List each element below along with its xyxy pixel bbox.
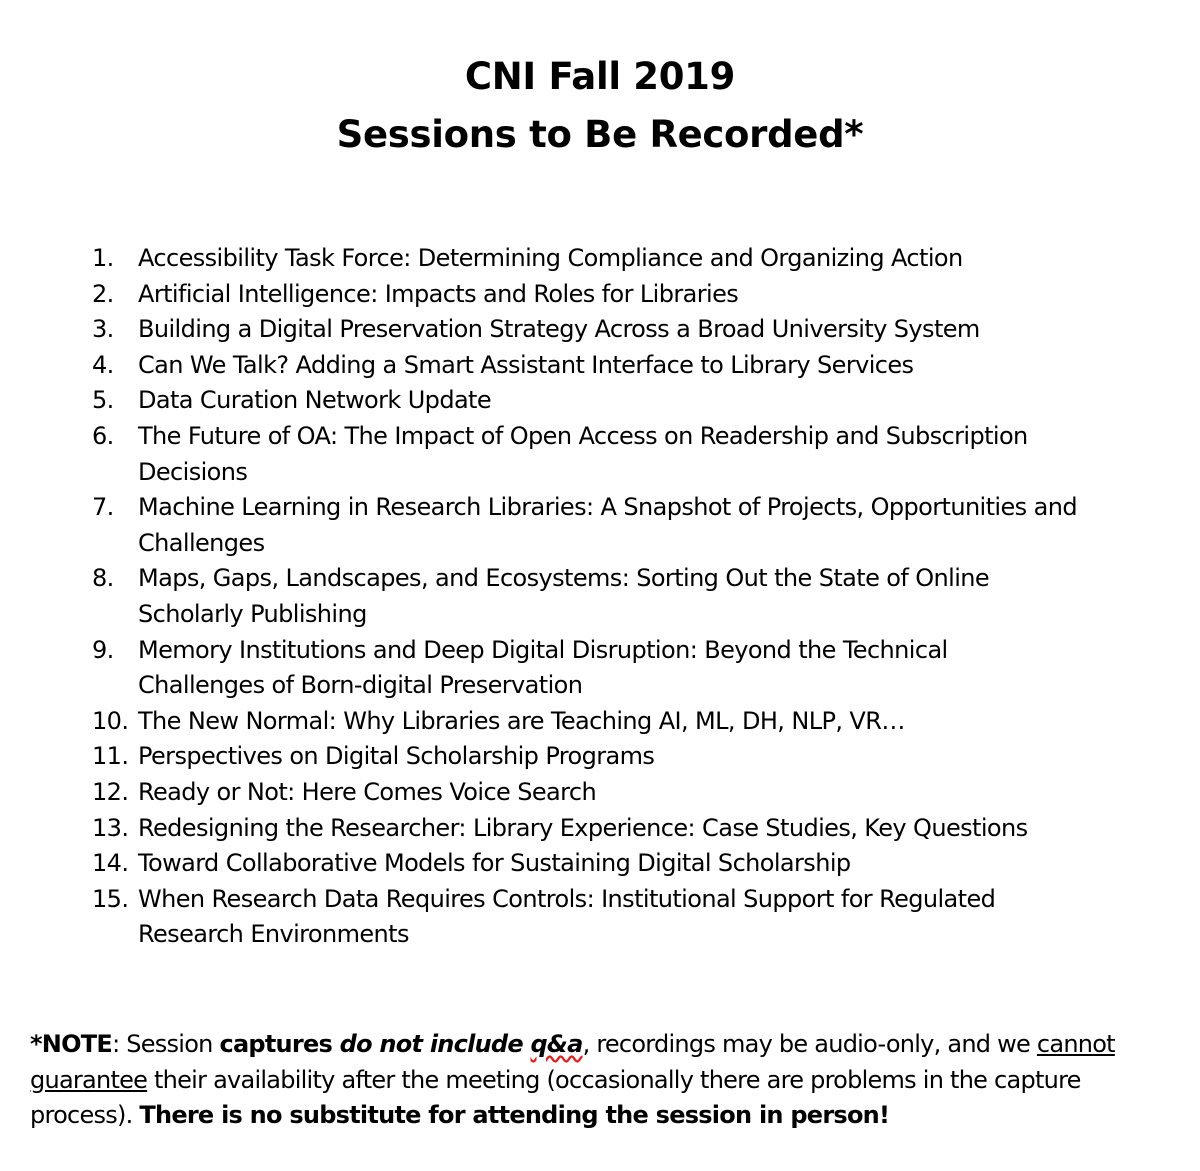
note-mid-text-1: , recordings may be audio-only, and we: [582, 1030, 1037, 1058]
session-number: 7.: [92, 493, 114, 522]
session-item: [0, 704, 1200, 740]
note-guarantee: guarantee: [30, 1065, 148, 1094]
note-mid-text-2: their availability after the meeting (occasionally there are problems in the capture process).: [30, 1065, 1081, 1130]
session-item: [0, 775, 1200, 811]
note-qa: q&a: [530, 1030, 583, 1058]
session-number: 6.: [92, 421, 114, 450]
session-item: [0, 277, 1200, 313]
session-item: [0, 561, 1200, 632]
session-item: [0, 490, 1200, 561]
session-number: 11.: [92, 742, 129, 771]
session-item: [0, 811, 1200, 847]
session-title: The New Normal: Why Libraries are Teaching AI, ML, DH, NLP, VR…: [138, 706, 905, 735]
note-label: *NOTE: [30, 1030, 113, 1058]
session-title: Toward Collaborative Models for Sustaining Digital Scholarship: [138, 849, 851, 878]
session-title: The Future of OA: The Impact of Open Access on Readership and Subscription Decisions: [138, 421, 1028, 486]
session-title: Artificial Intelligence: Impacts and Roles for Libraries: [138, 279, 739, 308]
session-number: 15.: [92, 884, 129, 913]
note-intro: : Session: [112, 1030, 220, 1058]
session-number: 13.: [92, 813, 129, 842]
session-title: Ready or Not: Here Comes Voice Search: [138, 777, 597, 806]
session-number: 10.: [92, 706, 129, 735]
session-title: Perspectives on Digital Scholarship Programs: [138, 742, 655, 771]
session-list: [0, 241, 1200, 953]
session-title: Can We Talk? Adding a Smart Assistant Interface to Library Services: [138, 350, 914, 379]
session-number: 8.: [92, 564, 114, 593]
note-closing: There is no substitute for attending the session in person!: [139, 1101, 890, 1130]
session-item: [0, 846, 1200, 882]
session-number: 5.: [92, 386, 114, 415]
session-title: When Research Data Requires Controls: Institutional Support for Regulated Research Environments: [138, 884, 996, 949]
session-item: [0, 633, 1200, 704]
session-title: Maps, Gaps, Landscapes, and Ecosystems: Sorting Out the State of Online Scholarly Publishing: [138, 564, 990, 628]
session-title: Machine Learning in Research Libraries: A Snapshot of Projects, Opportunities and Challenges: [138, 493, 1077, 557]
session-item: [0, 312, 1200, 348]
session-item: [0, 882, 1200, 953]
session-number: 1.: [92, 244, 114, 272]
session-number: 2.: [92, 279, 114, 308]
session-item: [0, 348, 1200, 384]
note-do-not-include: do not include: [339, 1030, 531, 1058]
note-cannot: cannot: [1036, 1030, 1115, 1058]
session-number: 9.: [92, 635, 114, 664]
session-number: 12.: [92, 777, 129, 806]
recording-note: [30, 1027, 1170, 1134]
session-item: [0, 739, 1200, 775]
session-title: Building a Digital Preservation Strategy Across a Broad University System: [138, 315, 980, 344]
session-title: Memory Institutions and Deep Digital Disruption: Beyond the Technical Challenges of Born-digital Preservation: [138, 635, 948, 700]
note-captures: captures: [219, 1030, 340, 1058]
session-item: [0, 383, 1200, 419]
session-title: Data Curation Network Update: [138, 386, 492, 415]
session-item: [0, 419, 1200, 490]
document-subtitle: Sessions to Be Recorded*: [336, 113, 864, 156]
document-title: CNI Fall 2019: [464, 55, 736, 98]
session-title: Accessibility Task Force: Determining Compliance and Organizing Action: [138, 244, 963, 272]
session-number: 14.: [92, 849, 129, 878]
session-number: 4.: [92, 350, 114, 379]
session-item: [0, 241, 1200, 277]
session-title: Redesigning the Researcher: Library Experience: Case Studies, Key Questions: [138, 813, 1028, 842]
session-number: 3.: [92, 315, 114, 344]
